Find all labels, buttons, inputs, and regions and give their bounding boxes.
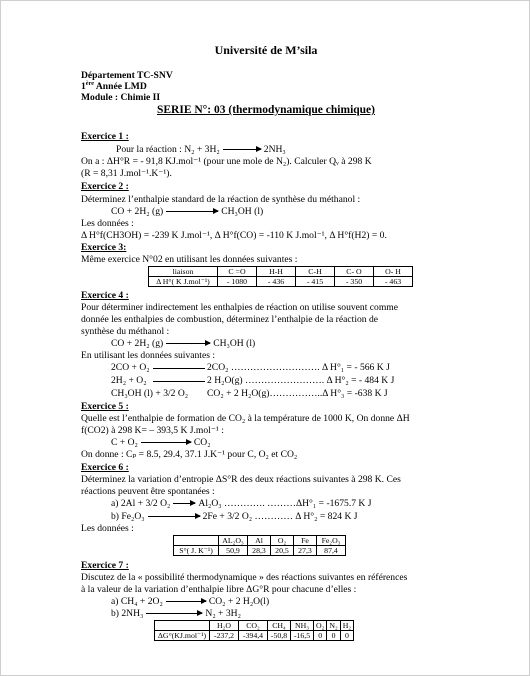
exercise-4-line3: synthèse du méthanol : — [81, 326, 170, 337]
exercise-4-reaction-1: 2CO + O₂ 2CO₂ ………………………. Δ H°₁ = - 566 K J — [111, 362, 390, 373]
exercise-4-reaction-3: CH₃OH (l) + 3/2 O₂ CO₂ + 2 H₂O(g)……………..Δ H°₃ = -638 K J — [111, 388, 388, 399]
exercise-2-given: Les données : — [81, 218, 134, 229]
exercise-6-title: Exercice 6 : — [81, 462, 129, 473]
reaction-arrow-icon — [173, 503, 195, 504]
exercise-6-reaction-b: b) Fe₂O₃ 2Fe + 3/2 O₂ ………… Δ H°₂ = 824 K J — [111, 511, 358, 522]
exercise-4-reaction-2: 2H₂ + O₂ 2 H₂O(g) ……………………. Δ H°₂ = - 484 K J — [111, 375, 395, 386]
exercise-7-reaction-b: b) 2NH₃ N₂ + 3H₂ — [111, 608, 241, 619]
exercise-4-reaction: CO + 2H₂ (g) CH₃OH (l) — [111, 338, 256, 349]
exercise-6-line2: réactions peuvent être spontanées : — [81, 486, 215, 497]
series-title: SERIE N°: 03 (thermodynamique chimique) — [156, 104, 375, 116]
exercise-7-title: Exercice 7 : — [81, 560, 129, 571]
exercise-3-line1: Même exercice N°02 en utilisant les données suivantes : — [81, 254, 298, 265]
exercise-2-line1: Déterminez l’enthalpie standard de la réaction de synthèse du méthanol : — [81, 194, 361, 205]
exercise-6-line1: Déterminez la variation d’entropie ΔS°R des deux réactions suivantes à 298 K. Ces — [81, 474, 401, 485]
reaction-arrow-icon — [166, 211, 218, 212]
exercise-3-title: Exercice 3: — [81, 242, 127, 253]
reaction-arrow-icon — [223, 149, 261, 150]
exercise-6-reaction-a: a) 2Al + 3/2 O₂ Al₂O₃ …………. ………ΔH°₁ = -1675.7 K J — [111, 498, 372, 509]
exercise-4-line2: donnée les enthalpies de combustion, déterminez l’enthalpie de la réaction de — [81, 314, 379, 325]
exercise-7-reaction-a: a) CH₄ + 2O₂ CO₂ + 2 H₂O(l) — [111, 596, 270, 607]
reaction-arrow-icon — [146, 613, 202, 614]
reaction-arrow-icon — [153, 381, 205, 382]
bond-energy-table — [148, 266, 413, 287]
department: Département TC-SNV — [81, 70, 173, 81]
exercise-4-title: Exercice 4 : — [81, 290, 129, 301]
table-row: S°( J. K⁻¹) 50,9 28,3 20,5 27,3 87,4 — [174, 546, 346, 556]
table-header-row: H₂O CO₂ CH₄ NH₃ O₂ N₂ H₂ — [155, 621, 354, 631]
exercise-5-title: Exercice 5 : — [81, 401, 129, 412]
exercise-4-line1: Pour déterminer indirectement les enthalpies de réaction on utilise souvent comme — [81, 302, 399, 313]
reaction-arrow-icon — [166, 601, 206, 602]
exercise-5-line2: f(CO2) à 298 K= – 393,5 K J.mol⁻¹ : — [81, 425, 224, 436]
reaction-arrow-icon — [148, 516, 200, 517]
reaction-arrow-icon — [141, 442, 191, 443]
exercise-6-given: Les données : — [81, 523, 134, 534]
exercise-2-title: Exercice 2 : — [81, 181, 129, 192]
exercise-2-reaction: CO + 2H₂ (g) CH₃OH (l) — [111, 206, 264, 217]
exercise-7-line2: à la valeur de la variation d’enthalpie libre ΔG°R pour chacune d’elles : — [81, 584, 357, 595]
exercise-1-line1: On a : ΔH°R = - 91,8 KJ.mol⁻¹ (pour une mole de N₂). Calculer Qᵥ à 298 K — [81, 156, 372, 167]
exercise-5-line1: Quelle est l’enthalpie de formation de CO₂ à la température de 1000 K, On donne ΔH — [81, 413, 410, 424]
year-level: 1ère Année LMD — [81, 79, 147, 92]
exercise-1-line2: (R = 8,31 J.mol⁻¹.K⁻¹). — [81, 168, 172, 179]
exercise-2-data: Δ H°f(CH3OH) = -239 K J.mol⁻¹, Δ H°f(CO) = -110 K J.mol⁻¹, Δ H°f(H2) = 0. — [81, 230, 387, 241]
table-header-row: AL₂O₃ Al O₂ Fe Fe₂O₃ — [174, 536, 346, 546]
table-row: Δ H°( K J.mol⁻¹) - 1080 - 436 - 415 - 350 - 463 — [149, 277, 413, 287]
module: Module : Chimie II — [81, 92, 161, 103]
exercise-7-line1: Discutez de la « possibilité thermodynamique » des réactions suivantes en références — [81, 572, 408, 583]
table-row: ΔG°(KJ.mol⁻¹) -237,2 -394,4 -50,8 -16,5 0 0 0 — [155, 631, 354, 641]
exercise-5-line3: On donne : Cₚ = 8.5, 29.4, 37.1 J.K⁻¹ pour C, O₂ et CO₂ — [81, 449, 298, 460]
exercise-4-given: En utilisant les données suivantes : — [81, 350, 216, 361]
gibbs-energy-table — [154, 620, 354, 641]
exercise-1-title: Exercice 1 : — [81, 131, 129, 142]
exercise-5-reaction: C + O₂ CO₂ — [111, 437, 211, 448]
exercise-1-reaction: Pour la réaction : N₂ + 3H₂ 2NH₃ — [116, 144, 286, 155]
university-title: Université de M’sila — [214, 43, 318, 57]
reaction-arrow-icon — [153, 368, 205, 369]
entropy-table — [173, 535, 346, 556]
reaction-arrow-icon — [166, 343, 210, 344]
table-header-row: liaison C =O H-H C-H C- O O- H — [149, 267, 413, 277]
